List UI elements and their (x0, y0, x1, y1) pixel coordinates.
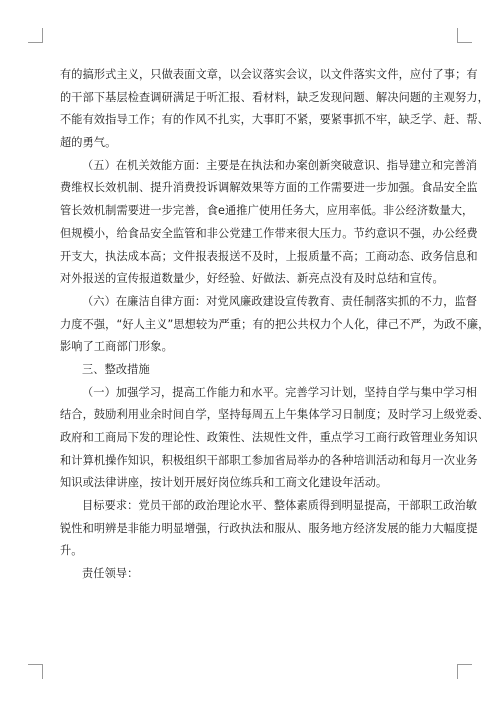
text-line: 费维权长效机制、提升消费投诉调解效果等方面的工作需要进一步加强。食品安全监 (60, 181, 478, 195)
text-line: （一）加强学习，提高工作能力和水平。完善学习计划，坚持自学与集中学习相 (82, 385, 478, 399)
text-line: 结合，鼓励利用业余时间自学，坚持每周五上午集体学习日制度；及时学习上级党委、 (60, 408, 489, 422)
crop-mark-bottom-left (28, 664, 43, 679)
text-line: 力度不强，“好人主义”思想较为严重；有的把公共权力个人化，律己不严，为政不廉， (60, 317, 490, 331)
text-line: 管长效机制需要进一步完善，食e通推广使用任务大，应用率低。非公经济数量大， (60, 204, 474, 218)
text-line: 但规模小，给食品安全监管和非公党建工作带来很大压力。节约意识不强，办公经费 (60, 226, 478, 240)
crop-mark-bottom-right (457, 664, 472, 679)
text-line: 三、整改措施 (82, 362, 150, 376)
text-line: 锐性和明辨是非能力明显增强，行政执法和服从、服务地方经济发展的能力大幅度提 (60, 521, 478, 535)
text-line: 影响了工商部门形象。 (60, 340, 173, 354)
text-line: 升。 (60, 544, 83, 558)
text-line: 超的勇气。 (60, 136, 117, 150)
crop-mark-top-right (457, 28, 472, 43)
crop-mark-top-left (28, 28, 43, 43)
text-line: 责任领导： (82, 567, 139, 581)
text-line: 不能有效指导工作；有的作风不扎实，大事盯不紧，要紧事抓不牢，缺乏学、赶、帮、 (60, 113, 489, 127)
document-body (60, 64, 490, 586)
text-line: 目标要求：党员干部的政治理论水平、整体素质得到明显提高，干部职工政治敏 (82, 499, 478, 513)
text-line: 对外报送的宣传报道数量少，好经验、好做法、新亮点没有及时总结和宣传。 (60, 272, 444, 286)
text-line: 和计算机操作知识，积极组织干部职工参加省局举办的各种培训活动和每月一次业务 (60, 453, 478, 467)
text-line: （六）在廉洁自律方面：对党风廉政建设宣传教育、责任制落实抓的不力，监督 (82, 294, 478, 308)
text-line: 开支大，执法成本高；文件报表报送不及时，上报质量不高；工商动态、政务信息和 (60, 249, 478, 263)
text-line: 有的搞形式主义，只做表面文章，以会议落实会议，以文件落实文件，应付了事；有 (60, 68, 478, 81)
text-line: 的干部下基层检查调研满足于听汇报、看材料，缺乏发现问题、解决问题的主观努力， (60, 90, 489, 104)
text-line: （五）在机关效能方面：主要是在执法和办案创新突破意识、指导建立和完善消 (82, 158, 478, 172)
text-line: 知识或法律讲座，按计划开展好岗位练兵和工商文化建设年活动。 (60, 476, 388, 490)
text-line: 政府和工商局下发的理论性、政策性、法规性文件，重点学习工商行政管理业务知识 (60, 431, 478, 444)
